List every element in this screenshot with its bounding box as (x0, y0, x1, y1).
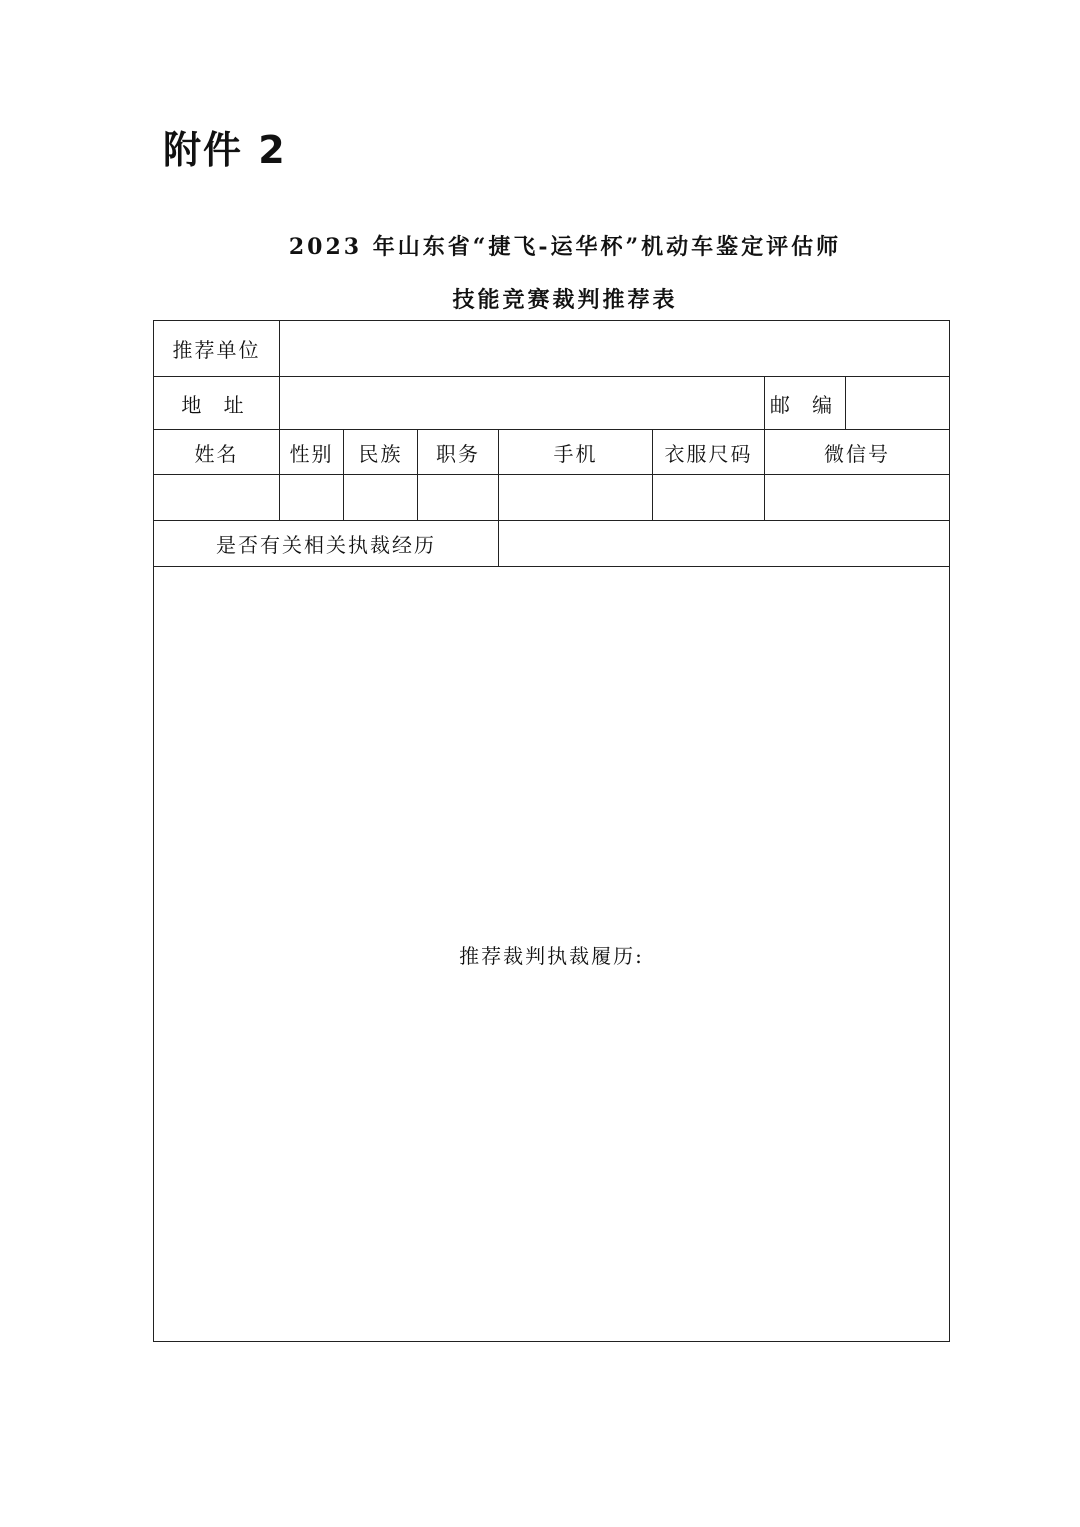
history-label: 推荐裁判执裁履历: (459, 943, 644, 968)
column-header-position: 职务 (418, 430, 499, 475)
experience-row (154, 521, 950, 567)
name-field[interactable] (154, 475, 280, 521)
column-header-wechat: 微信号 (765, 430, 950, 475)
attachment-label: 附件 2 (163, 128, 287, 172)
recommending-unit-field[interactable] (280, 321, 950, 377)
postcode-field[interactable] (846, 377, 950, 430)
recommending-unit-row (154, 321, 950, 377)
experience-question-label: 是否有关相关执裁经历 (154, 521, 499, 567)
column-header-gender: 性别 (280, 430, 344, 475)
form-title-line-2: 技能竞赛裁判推荐表 (452, 287, 678, 313)
experience-answer-field[interactable] (499, 521, 950, 567)
position-field[interactable] (418, 475, 499, 521)
recommending-unit-label: 推荐单位 (154, 321, 280, 377)
wechat-field[interactable] (765, 475, 950, 521)
postcode-label: 邮 编 (765, 377, 846, 430)
column-header-clothing-size: 衣服尺码 (653, 430, 765, 475)
column-header-mobile: 手机 (499, 430, 653, 475)
history-field[interactable] (154, 567, 950, 1342)
referee-recommendation-form (153, 320, 950, 1342)
form-title-line-1: 2023 年山东省“捷飞-运华杯”机动车鉴定评估师 (288, 234, 842, 260)
history-row (154, 567, 950, 1342)
gender-field[interactable] (280, 475, 344, 521)
column-header-name: 姓名 (154, 430, 280, 475)
clothing-size-field[interactable] (653, 475, 765, 521)
mobile-field[interactable] (499, 475, 653, 521)
personal-info-header-row (154, 430, 950, 475)
personal-info-input-row (154, 475, 950, 521)
address-label: 地 址 (154, 377, 280, 430)
ethnicity-field[interactable] (344, 475, 418, 521)
column-header-ethnicity: 民族 (344, 430, 418, 475)
address-row (154, 377, 950, 430)
address-field[interactable] (280, 377, 765, 430)
